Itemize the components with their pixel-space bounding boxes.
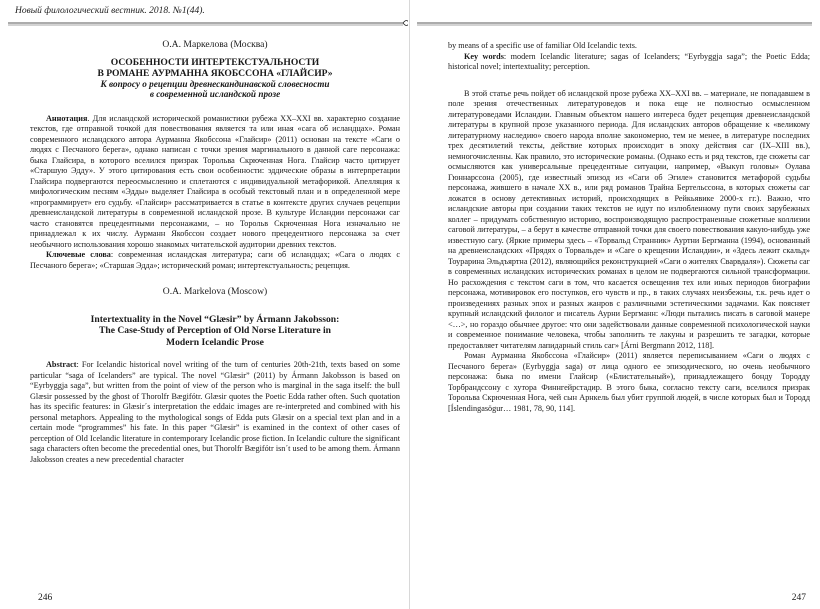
en-keywords-label: Key words: [464, 51, 504, 61]
ru-keywords: [30, 250, 400, 271]
en-title-line2: The Case-Study of Perception of Old Norse Literature in: [98, 325, 331, 336]
body-paragraph-2: Роман Аурманна Якобссона «Глайсир» (2011) является переписыванием «Саги о людях с Песчаного берега» (Eyrbyggja saga) от лица одного ее эпизодического, но очень необычного персонажа: быка по имени Глайсир («Блистательный»), принадлежащего бонду Тородду Торбрандссону с хутора Финнгейрстадир. В этого быка, согласно тексту саги, вселился призрак Торольва Скрюченная Нога, чей сын Арнкель был убит группой людей, в числе которых был и Тородд [Íslendingasögur… 1981, 78, 90, 114].: [448, 351, 810, 413]
ru-title-line1: ОСОБЕННОСТИ ИНТЕРТЕКСТУАЛЬНОСТИ: [110, 56, 320, 68]
right-page: [410, 0, 820, 609]
en-abstract: [30, 360, 400, 465]
ru-subtitle-line1: К вопросу о рецепции древнескандинавской словесности: [100, 78, 330, 89]
page-number-right: 247: [791, 593, 806, 603]
en-title-line1: Intertextuality in the Novel “Glæsir” by Ármann Jakobsson:: [90, 313, 340, 325]
body-paragraph-1: В этой статье речь пойдет об исландской прозе рубежа XX–XXI вв. – материале, не попадавшем в поле зрения отечественных литературоведов и пока еще не полностью осмысленном литературоведами Исландии. Главным объектом нашего интереса будет рецепция древнеисландской литературы в крупной прозе указанного периода. Для исландских авторов обращение к «великому литературному наследию» своего народа вполне закономерно, тем не менее, в литературе последних трех десятилетий тексты, действие которых происходит в эпоху действия саг (IX–XIII вв.), немногочисленны. Как правило, это исторические романы. (Однако есть и ряд текстов, где сюжеты саг осмысляются как универсальные прецедентные ситуации, например, «Выкуп головы» Оулава Гюннарссона (2005), где известный эпизод из «Саги об Эгиле» становится метафорой судьбы персонажа, жившего в начале XX в., или ряд романов Трайна Бертельссона, в которых сюжеты саг ложатся в основу детективных историй, происходящих в Рейкьявике 2000-х гг.). Важно, что исландские авторы при создании таких текстов не идут по излюбленному пути своих зарубежных коллег – придумать собственную историю, воспроизводящую распространенные сюжетные коллизии саговой литературы, – а берут в качестве отправной точки для своего повествования какую-нибудь уже известную сагу. (Яркие примеры здесь – «Торвальд Странник» Ауртни Бергманна (1994), основанный на древнеисландских «Прядях о Торвальде» и «Саге о крещении Исландии», и «Здесь лежит скальд» Тоурарина Эльдъяртна (2012), являющийся реконструкцией «Саги о жителях Сварвдаля»). Сюжеты саг в современных исландских исторических романах в целом не подвергаются сильной трансформации. Но расхождения с текстом саги в том, что касается освещения тех или иных периодов биографии персонажа, мотивировок его поступков, его чувств и пр., в таких случаях неизбежны, т.к. речь идет о произведениях разных эпох и разных жанров с различными эстетическими задачами. Как поясняет крупный исландский филолог и писатель Аурни Бергманн: «Люди пытались писать в саговой манере <…>, но гораздо обычнее другое: что они задействовали данные современной психологической науки и современное понимание человека, чтобы заполнить те лакуны и разрешить те загадки, которые предоставляет читателям лапидарный стиль саг» [Árni Bergmann 2012, 118].: [448, 88, 810, 350]
ru-abstract-text: . Для исландской исторической романистики рубежа XX–XXI вв. характерно создание текстов, где отправной точкой для повествования является та или иная «сага об исландцах». Роман современного исландского автора Аурманна Якобссона «Глайсир» (2011) основан на тексте «Саги о людях с Песчаного берега», однако написан с точки зрения маргинального в данной саге персонажа: быка Глайсира, в которого вселился призрак Торольва Скрюченная Нога. Глайсир часто цитирует «Старшую Эдду». У этого цитирования есть свои особенности: эддические образы в интерпретации Глайсира подвергаются переосмыслению и сплетаются с индивидуальной метафорикой. Апелляция к мифологическим песням «Эдды» выделяет Глайсира в особый текстовый план и в определенной мере «программирует» его судьбу. «Глайсир» рассматривается в статье в контексте других случаев рецепции древнеисландской литературы в современной исландской прозе. В культуре Исландии персонажи саг часто становятся прецедентными персонажами, – но Торольв Скрюченная Нога изначально не принадлежал к их числу. Аурманн Якобссон создает нового прецедентного персонажа за счет необычного использования хорошо знакомых читательской аудитории древних текстов.: [30, 113, 400, 249]
en-title-line3: Modern Icelandic Prose: [166, 336, 264, 348]
en-abstract-continued: by means of a specific use of familiar Old Icelandic texts.: [448, 41, 637, 50]
en-author: O.A. Markelova (Moscow): [162, 286, 268, 297]
left-column: [30, 40, 400, 465]
header-ornament-rule: [8, 18, 408, 28]
en-abstract-label: Abstract: [46, 360, 77, 369]
ru-abstract: [30, 114, 400, 251]
spacer: [30, 271, 400, 287]
spacer: [448, 73, 810, 89]
ru-abstract-label: Аннотация: [46, 113, 88, 123]
ru-author: О.А. Маркелова (Москва): [162, 39, 268, 50]
en-keywords: [448, 52, 810, 73]
spacer: [30, 304, 400, 314]
ru-keywords-text: : современная исландская литература; саги об исландцах; «Сага о людях с Песчаного берега»; «Старшая Эдда»; исторический роман; интертекстуальность; рецепция.: [30, 250, 400, 270]
ru-keywords-label: Ключевые слова: [46, 250, 111, 259]
right-column: [448, 41, 810, 414]
ru-subtitle-line2: в современной исландской прозе: [149, 89, 281, 99]
header-ornament-rule-right: [412, 18, 812, 28]
en-keywords-text: : modern Icelandic literature; sagas of Icelanders; “Eyrbyggja saga”; the Poetic Edda; historical novel; intertextuality; perception.: [448, 51, 810, 71]
en-abstract-text: : For Icelandic historical novel writing of the turn of centuries 20th-21th, texts based on some particular “saga of Icelanders” are typical. The novel “Glæsir” (2011) by Ármann Jakobsson is based on “Eyrbyggja saga”, but written from the point of view of the person who is marginal in the saga itself: the bull Glæsir possessed by the ghost of Thorolfr Bægifótr. Glæsir quotes the Poetic Edda rather often. Such quotation has its specific features: in Glæsir´s interpretation the eddaic images are re-interpreted and combined with his personal metaphors. Appealing to the mythological songs of Edda puts Glæsir on a special text plan and in a certain mode “programmes” his fate. In this paper “Glæsir” is examined in the context of other cases of perception of Old Icelandic literature in contemporary Icelandic prose fiction. In Icelandic culture the significant saga characters often become the precedential ones, but Thorolfr Bægifótr isn´t used to be among them. Ármann Jakobsson creates a new precedential character: [30, 360, 400, 464]
page-number-left: 246: [38, 593, 53, 603]
running-head: Новый филологический вестник. 2018. №1(44).: [15, 6, 205, 16]
ru-title-line2: В РОМАНЕ АУРМАННА ЯКОБССОНА «ГЛАЙСИР»: [97, 67, 333, 79]
